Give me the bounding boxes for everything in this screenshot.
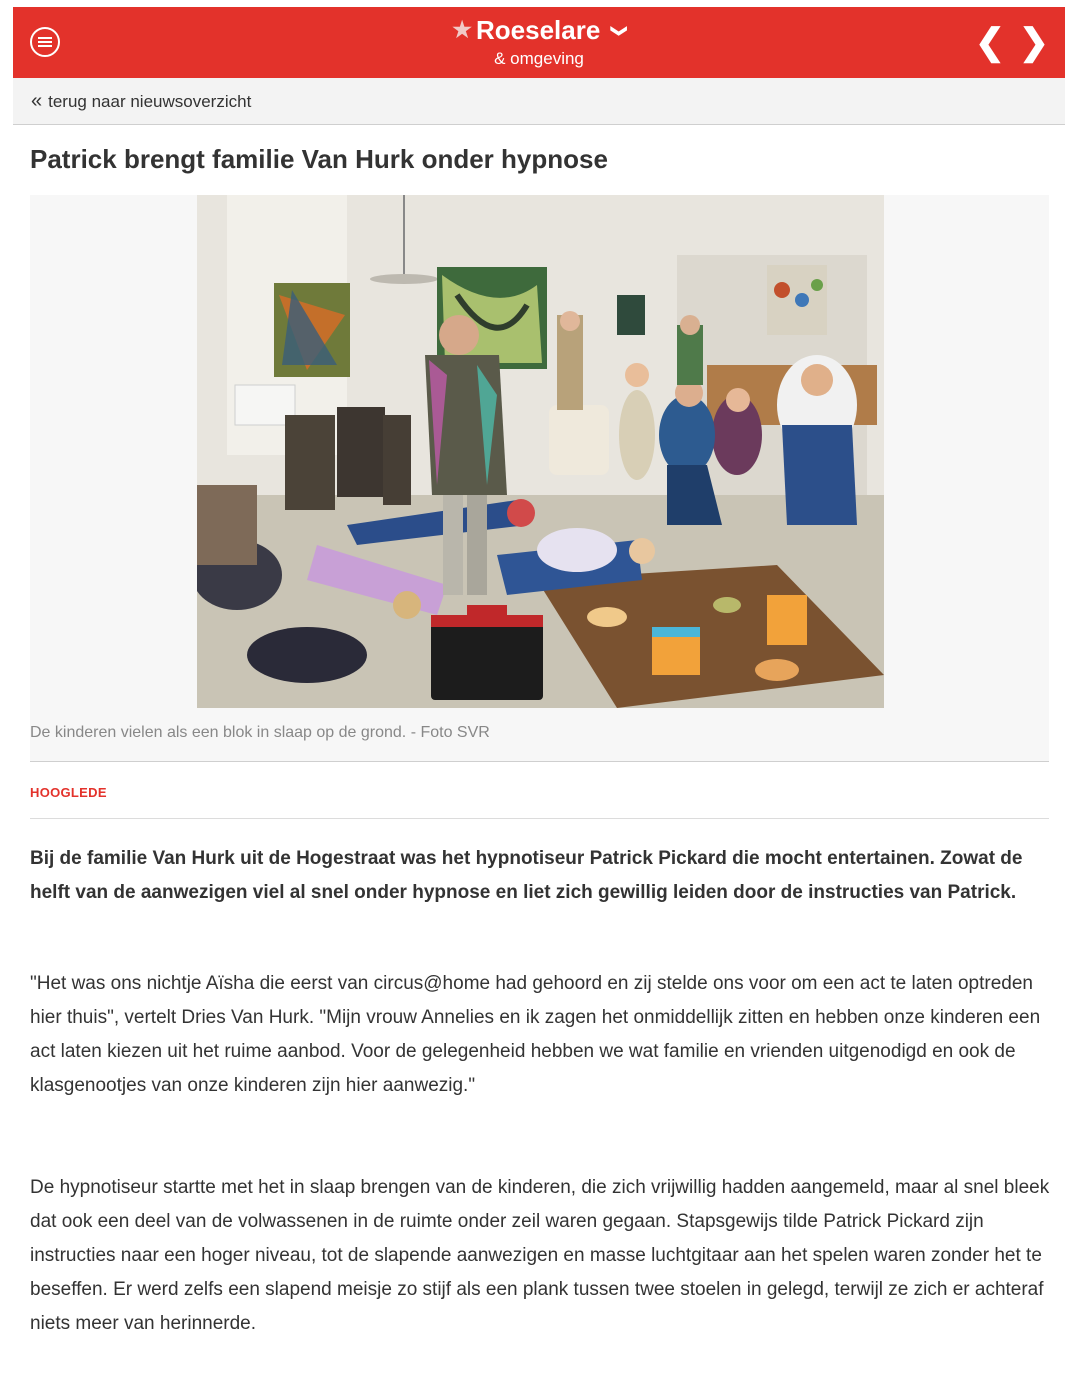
back-link[interactable] <box>13 78 1065 125</box>
double-chevron-left-icon: « <box>31 90 43 112</box>
photo-figure <box>30 195 1049 761</box>
region-subtitle: & omgeving <box>494 49 584 68</box>
divider <box>30 818 1049 819</box>
article-title: Patrick brengt familie Van Hurk onder hypnose <box>30 144 608 174</box>
region-selector[interactable] <box>13 15 1065 46</box>
article-lead: Bij de familie Van Hurk uit de Hogestraat was het hypnotiseur Patrick Pickard die mocht entertainen. Zowat de helft van de aanwezigen viel al snel onder hypnose en liet zich gewillig leiden door de instructies van Patrick. <box>30 848 1023 903</box>
region-title: Roeselare <box>476 15 601 45</box>
back-link-label: terug naar nieuwsoverzicht <box>48 92 252 111</box>
photo-caption: De kinderen vielen als een blok in slaap op de grond. - Foto SVR <box>30 724 490 741</box>
chevron-left-icon[interactable]: ❮ <box>974 21 1006 62</box>
top-header <box>13 7 1065 78</box>
divider <box>30 761 1049 762</box>
location-label[interactable]: HOOGLEDE <box>30 785 107 800</box>
star-icon: ★ <box>452 17 472 42</box>
article-paragraph: "Het was ons nichtje Aïsha die eerst van circus@home had gehoord en zij stelde ons voor om een act te laten optreden hier thuis", vertelt Dries Van Hurk. "Mijn vrouw Annelies en ik zagen het onmiddellijk zitten en hebben onze kinderen een act laten kiezen uit het ruime aanbod. Voor de gelegenheid hebben we wat familie en vrienden uitgenodigd en ook de klasgenootjes van onze kinderen zijn hier aanwezig." <box>30 973 1041 1096</box>
article-paragraph: De hypnotiseur startte met het in slaap brengen van de kinderen, die zich vrijwillig hadden aangemeld, maar al snel bleek dat ook een deel van de volwassenen in de ruimte onder zeil waren gegaan. Stapsgewijs tilde Patrick Pickard zijn instructies naar een hoger niveau, tot de slapende aanwezigen en masse luchtgitaar aan het spelen waren zonder het te beseffen. Er werd zelfs een slapend meisje zo stijf als een plank tussen twee stoelen in gelegd, terwijl ze zich er achteraf niets meer van herinnerde. <box>30 1177 1050 1334</box>
article-photo[interactable] <box>197 195 884 708</box>
article-nav <box>974 21 1050 62</box>
chevron-down-icon: ❯ <box>611 24 629 38</box>
chevron-right-icon[interactable]: ❯ <box>1018 21 1050 62</box>
